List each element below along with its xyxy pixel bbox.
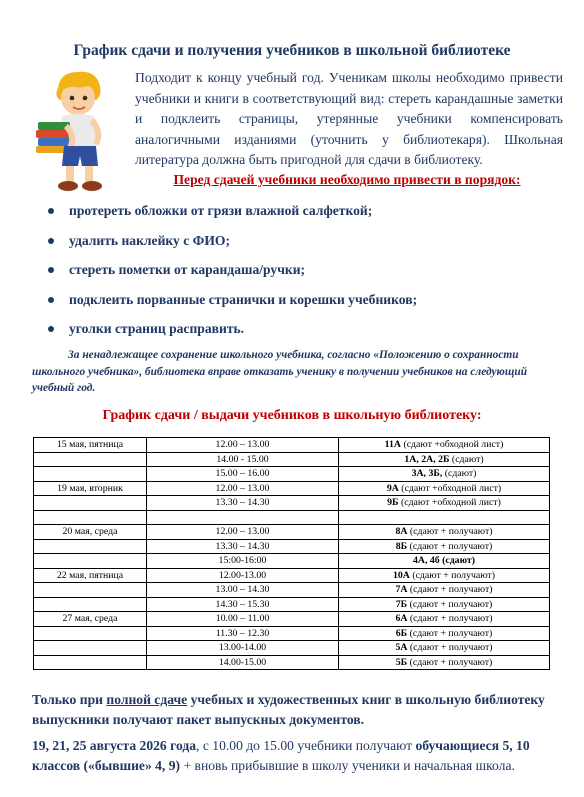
class-names: 9Б: [387, 497, 399, 508]
table-row: [34, 452, 550, 467]
bullet-icon: [48, 238, 54, 244]
table-row: [34, 612, 550, 627]
warning-note: За ненадлежащее сохранение школьного учебника, согласно «Положению о сохранности школьного учебника», библиотека вправе отказать ученику в получении учебников на следующий учебный год.: [32, 349, 528, 394]
list-item-text: уголки страниц расправить.: [69, 321, 245, 336]
schedule-classes: [339, 467, 550, 482]
schedule-time: 10.00 – 11.00: [147, 612, 339, 627]
class-names: 6А: [395, 613, 408, 624]
class-action: (сдают + получают): [407, 598, 493, 610]
schedule-time: 12.00 – 13.00: [147, 438, 339, 453]
schedule-day: 22 мая, пятница: [34, 568, 147, 583]
schedule-classes: [339, 554, 550, 569]
schedule-classes: [339, 452, 550, 467]
list-item: [38, 226, 558, 256]
class-names: 8А: [395, 526, 408, 537]
class-action: (сдают +обходной лист): [398, 497, 501, 508]
table-row: [34, 438, 550, 453]
table-row: [34, 597, 550, 612]
schedule-day: [34, 510, 147, 525]
schedule-day: [34, 467, 147, 482]
list-item: [38, 196, 558, 226]
schedule-classes: [339, 641, 550, 656]
class-action: (сдают): [442, 468, 477, 479]
table-row: [34, 467, 550, 482]
schedule-day: [34, 641, 147, 656]
august-notice: 19, 21, 25 августа 2026 года, с 10.00 до 15.00 учебники получают обучающиеся 5, 10 классов («бывшие» 4, 9) + вновь прибывшие в школу ученики и начальная школа.: [32, 738, 530, 773]
schedule-time: 13.00-14.00: [147, 641, 339, 656]
schedule-day: 19 мая, вторник: [34, 481, 147, 496]
schedule-time: 15:00-16:00: [147, 554, 339, 569]
schedule-time: [147, 510, 339, 525]
table-row: [34, 496, 550, 511]
schedule-day: [34, 583, 147, 598]
schedule-classes: [339, 496, 550, 511]
schedule-day: 20 мая, среда: [34, 525, 147, 540]
schedule-time: 13.30 – 14.30: [147, 496, 339, 511]
schedule-day: 27 мая, среда: [34, 612, 147, 627]
schedule-time: 14.00 - 15.00: [147, 452, 339, 467]
underlined-phrase: полной сдаче: [106, 692, 188, 707]
list-item: [38, 255, 558, 285]
table-row: [34, 481, 550, 496]
preparation-heading: Перед сдачей учебники необходимо привести в порядок:: [173, 172, 521, 187]
schedule-classes: [339, 510, 550, 525]
schedule-time: 12.00-13.00: [147, 568, 339, 583]
class-names: 1А, 2А, 2Б: [404, 453, 450, 465]
class-names: 3А, 3Б,: [411, 468, 443, 479]
class-action: (сдают + получают): [409, 569, 495, 581]
class-action: (сдают +обходной лист): [401, 439, 504, 450]
class-names: 8Б: [395, 540, 408, 552]
schedule-day: [34, 626, 147, 641]
bullet-icon: [48, 208, 54, 214]
schedule-day: 15 мая, пятница: [34, 438, 147, 453]
table-row: [34, 583, 550, 598]
table-row: [34, 655, 550, 670]
schedule-day: [34, 496, 147, 511]
class-action: (сдают + получают): [407, 584, 493, 595]
table-row: [34, 554, 550, 569]
list-item-text: подклеить порванные странички и корешки учебников;: [69, 291, 418, 307]
class-names: 5А: [395, 642, 408, 653]
list-item: [38, 314, 558, 344]
table-row: [34, 510, 550, 525]
class-action: (сдают + получают): [407, 540, 493, 552]
class-action: (сдают): [449, 453, 484, 465]
schedule-classes: [339, 525, 550, 540]
class-action: (сдают + получают): [407, 627, 493, 639]
class-action: (сдают + получают): [407, 526, 493, 537]
schedule-classes: [339, 568, 550, 583]
class-names: 11А: [384, 439, 401, 450]
preparation-list: [38, 196, 558, 344]
list-item-text: удалить наклейку с ФИО;: [69, 232, 231, 248]
schedule-time: 12.00 – 13.00: [147, 481, 339, 496]
list-item-text: стереть пометки от карандаша/ручки;: [69, 262, 306, 277]
schedule-time: 14.00-15.00: [147, 655, 339, 670]
schedule-classes: [339, 438, 550, 453]
schedule-time: 12.00 – 13.00: [147, 525, 339, 540]
schedule-time: 11.30 – 12.30: [147, 626, 339, 641]
graduates-notice: Только при полной сдаче учебных и художественных книг в школьную библиотеку выпускники получают пакет выпускных документов.: [32, 692, 545, 727]
bullet-icon: [48, 326, 54, 332]
schedule-title: График сдачи / выдачи учебников в школьную библиотеку:: [102, 408, 482, 423]
bullet-icon: [48, 297, 54, 303]
target-students: обучающиеся 5, 10 классов («бывшие» 4, 9): [32, 738, 530, 773]
class-names: 9А: [386, 482, 399, 494]
bullet-icon: [48, 267, 54, 273]
list-item-text: протереть обложки от грязи влажной салфеткой;: [69, 203, 373, 218]
table-row: [34, 525, 550, 540]
schedule-table: [33, 437, 550, 670]
schedule-time: 15.00 – 16.00: [147, 467, 339, 482]
class-names: 4А, 4б (сдают): [412, 555, 475, 566]
schedule-time: 14.30 – 15.30: [147, 597, 339, 612]
schedule-day: [34, 539, 147, 554]
schedule-classes: [339, 481, 550, 496]
schedule-classes: [339, 583, 550, 598]
class-action: (сдают +обходной лист): [398, 482, 502, 494]
class-names: 7Б: [395, 598, 408, 610]
list-item: [38, 285, 558, 315]
august-dates: 19, 21, 25 августа 2026 года: [32, 738, 197, 753]
table-row: [34, 568, 550, 583]
class-action: (сдают + получают): [407, 642, 493, 653]
class-action: (сдают + получают): [407, 656, 493, 668]
schedule-classes: [339, 655, 550, 670]
schedule-day: [34, 452, 147, 467]
schedule-time: 13.00 – 14.30: [147, 583, 339, 598]
schedule-classes: [339, 597, 550, 612]
schedule-day: [34, 655, 147, 670]
table-row: [34, 626, 550, 641]
class-names: 10А: [393, 569, 410, 581]
schedule-day: [34, 597, 147, 612]
table-row: [34, 539, 550, 554]
class-names: 7А: [395, 584, 408, 595]
schedule-classes: [339, 612, 550, 627]
table-row: [34, 641, 550, 656]
page-title: График сдачи и получения учебников в школьной библиотеке: [73, 42, 511, 59]
schedule-classes: [339, 626, 550, 641]
class-action: (сдают + получают): [407, 613, 493, 624]
intro-paragraph: Подходит к концу учебный год. Ученикам школы необходимо привести учебники и книги в соответствующий вид: стереть карандашные заметки и подклеить страницы, утерянные учебники компенсировать аналогичными изданиями (уточнить у библиотекаря). Школьная литература должна быть пригодной для сдачи в библиотеку.: [135, 70, 563, 167]
schedule-time: 13.30 – 14.30: [147, 539, 339, 554]
schedule-classes: [339, 539, 550, 554]
class-names: 5Б: [395, 656, 408, 668]
schedule-day: [34, 554, 147, 569]
class-names: 6Б: [395, 627, 408, 639]
